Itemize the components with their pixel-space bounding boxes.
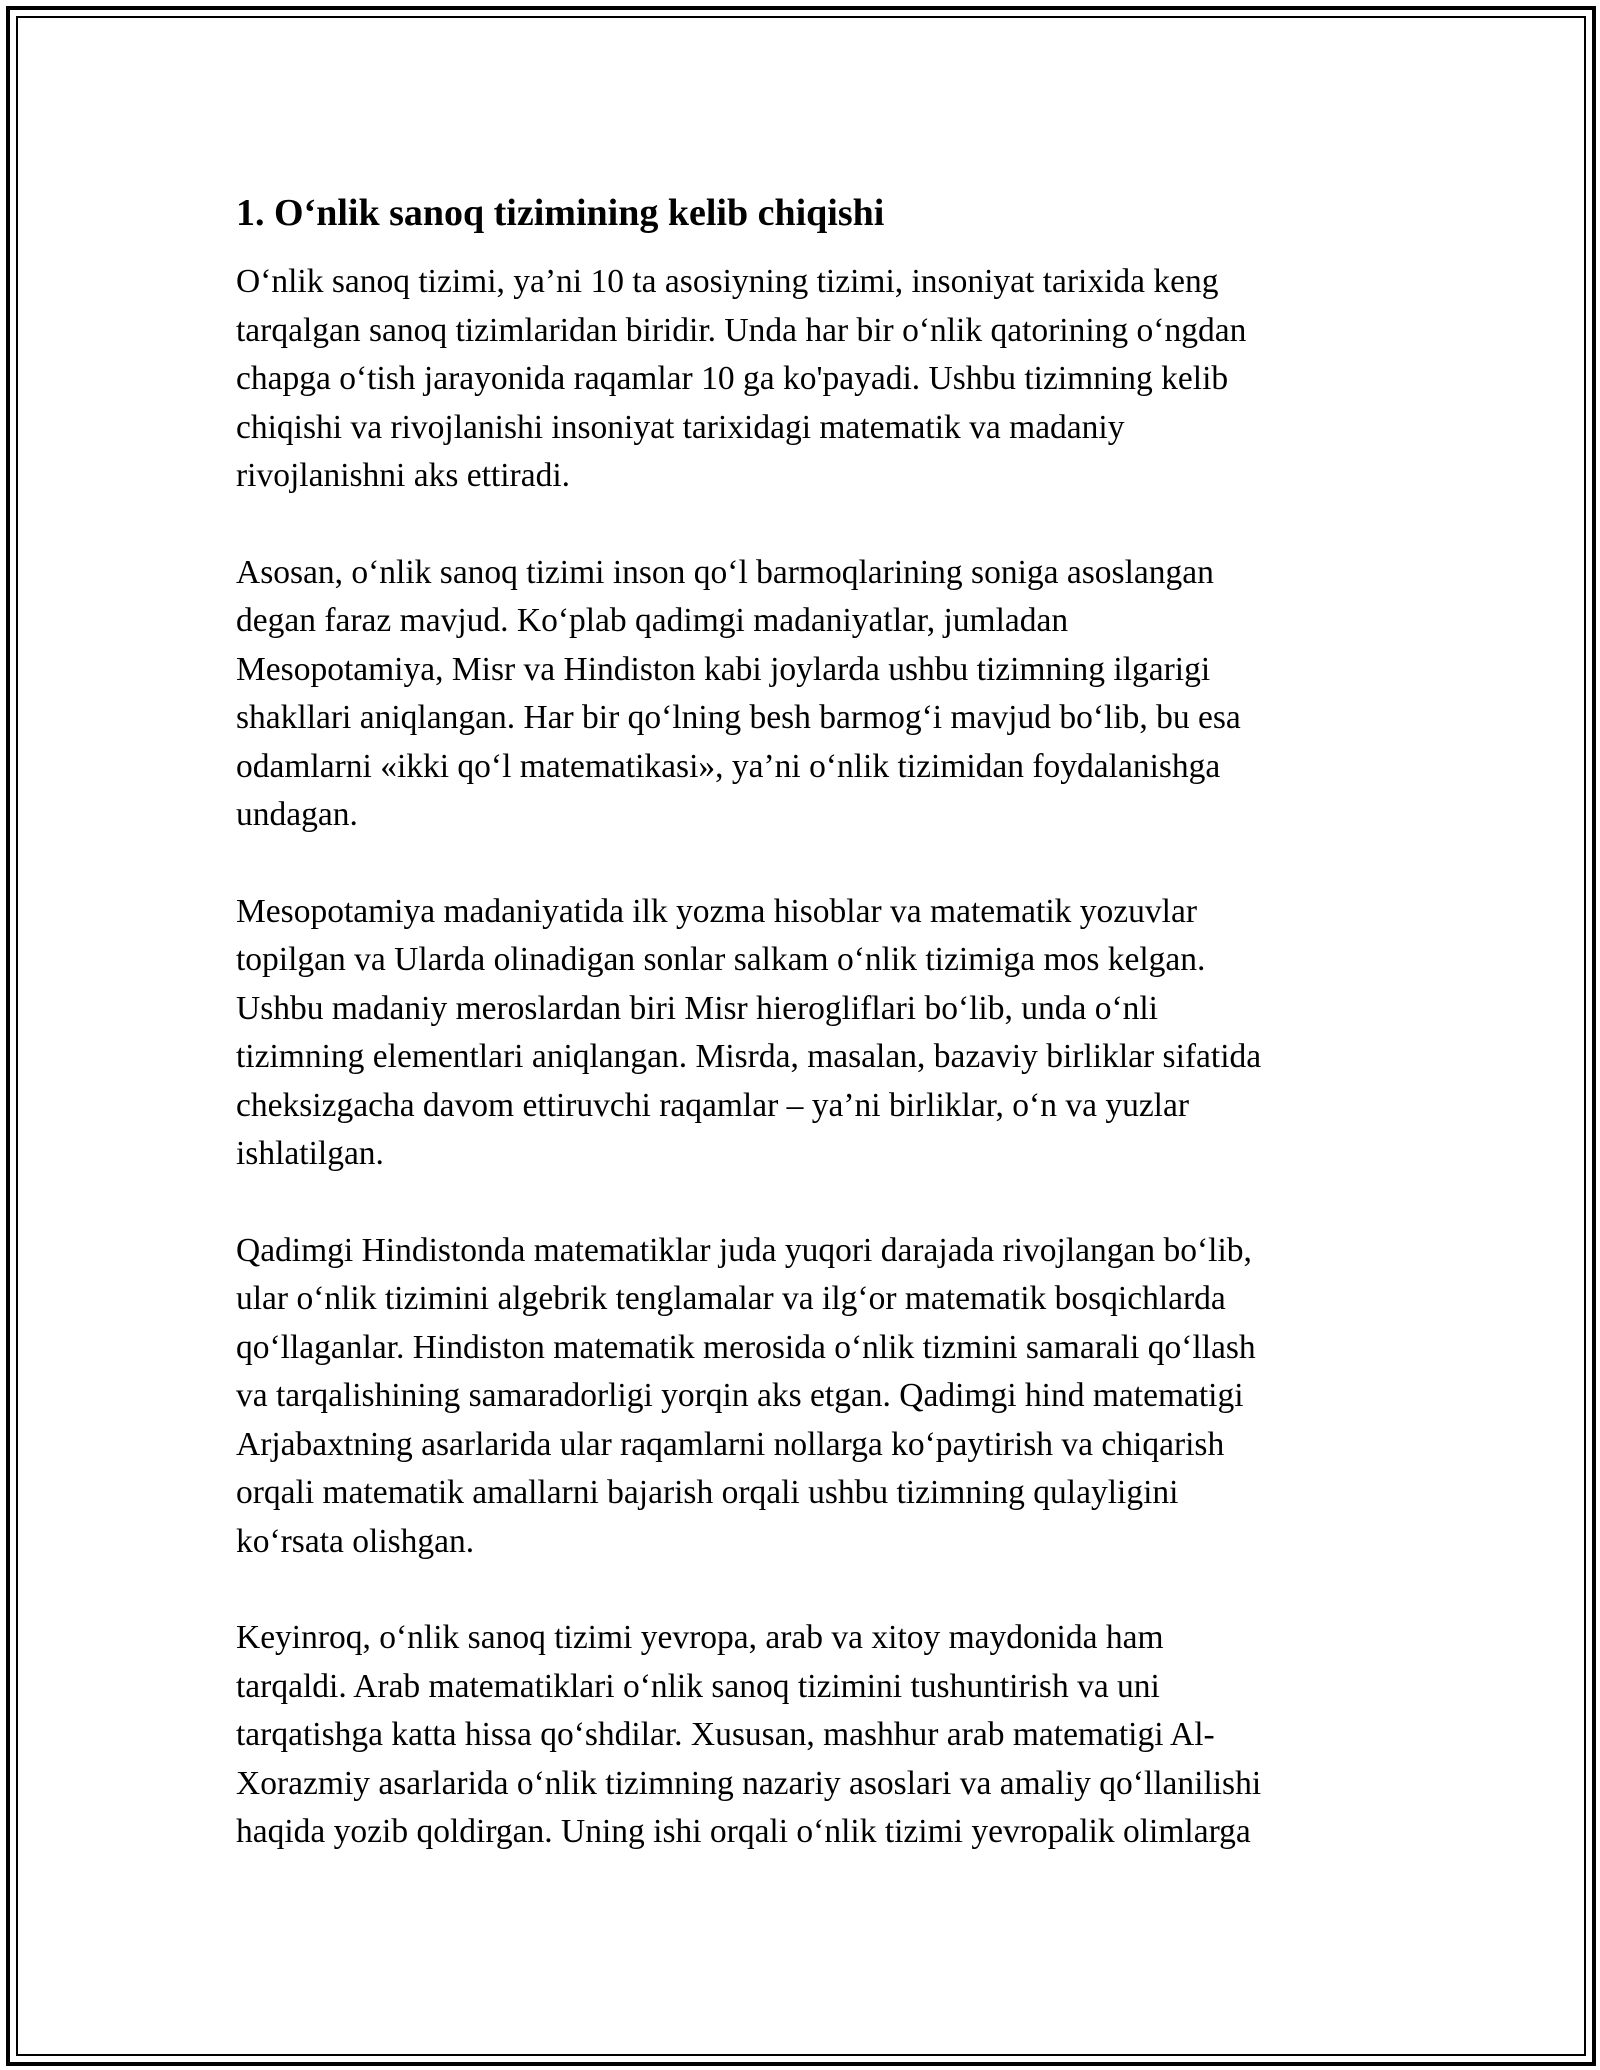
text-line: tarqalgan sanoq tizimlaridan biridir. Unda har bir o‘nlik qatorining o‘ngdan xyxy=(236,311,1247,349)
text-line: ko‘rsata olishgan. xyxy=(236,1522,475,1560)
text-line: Arjabaxtning asarlarida ular raqamlarni nollarga ko‘paytirish va chiqarish xyxy=(236,1425,1225,1463)
text-line: qo‘llaganlar. Hindiston matematik merosida o‘nlik tizmini samarali qo‘llash xyxy=(236,1328,1256,1366)
text-line: odamlarni «ikki qo‘l matematikasi», ya’ni o‘nlik tizimidan foydalanishga xyxy=(236,747,1221,785)
text-line: Mesopotamiya madaniyatida ilk yozma hisoblar va matematik yozuvlar xyxy=(236,892,1197,930)
text-line: degan faraz mavjud. Ko‘plab qadimgi madaniyatlar, jumladan xyxy=(236,602,1069,639)
text-line: ishlatilgan. xyxy=(236,1135,384,1172)
document-body xyxy=(236,188,1366,1905)
text-line: chiqishi va rivojlanishi insoniyat tarixidagi matematik va madaniy xyxy=(236,408,1125,446)
section-heading: 1. O‘nlik sanoq tizimining kelib chiqishi xyxy=(236,192,885,234)
text-line: orqali matematik amallarni bajarish orqali ushbu tizimning qulayligini xyxy=(236,1474,1179,1511)
text-line: Qadimgi Hindistonda matematiklar juda yuqori darajada rivojlangan bo‘lib, xyxy=(236,1231,1252,1269)
text-line: chapga o‘tish jarayonida raqamlar 10 ga ko'payadi. Ushbu tizimning kelib xyxy=(236,360,1229,397)
paragraph xyxy=(236,1227,1366,1567)
text-line: Mesopotamiya, Misr va Hindiston kabi joylarda ushbu tizimning ilgarigi xyxy=(236,650,1211,688)
text-line: topilgan va Ularda olinadigan sonlar salkam o‘nlik tizimiga mos kelgan. xyxy=(236,941,1206,978)
text-line: ular o‘nlik tizimini algebrik tenglamalar va ilg‘or matematik bosqichlarda xyxy=(236,1280,1226,1317)
text-line: Ushbu madaniy meroslardan biri Misr hierogliflari bo‘lib, unda o‘nli xyxy=(236,989,1158,1027)
text-line: cheksizgacha davom ettiruvchi raqamlar – ya’ni birliklar, o‘n va yuzlar xyxy=(236,1086,1190,1124)
paragraph xyxy=(236,258,1366,501)
text-line: tarqatishga katta hissa qo‘shdilar. Xususan, mashhur arab matematigi Al- xyxy=(236,1716,1215,1753)
text-line: Asosan, o‘nlik sanoq tizimi inson qo‘l barmoqlarining soniga asoslangan xyxy=(236,553,1214,591)
text-line: tizimning elementlari aniqlangan. Misrda, masalan, bazaviy birliklar sifatida xyxy=(236,1038,1262,1075)
text-line: va tarqalishining samaradorligi yorqin aks etgan. Qadimgi hind matematigi xyxy=(236,1377,1244,1414)
text-line: undagan. xyxy=(236,796,358,833)
text-line: haqida yozib qoldirgan. Uning ishi orqali o‘nlik tizimi yevropalik olimlarga xyxy=(236,1813,1251,1850)
text-line: rivojlanishni aks ettiradi. xyxy=(236,457,571,494)
paragraph-list xyxy=(236,258,1366,1857)
paragraph xyxy=(236,888,1366,1179)
text-line: tarqaldi. Arab matematiklari o‘nlik sanoq tizimini tushuntirish va uni xyxy=(236,1667,1160,1705)
text-line: Xorazmiy asarlarida o‘nlik tizimning nazariy asoslari va amaliy qo‘llanilishi xyxy=(236,1764,1262,1802)
text-line: shakllari aniqlangan. Har bir qo‘lning besh barmog‘i mavjud bo‘lib, bu esa xyxy=(236,699,1241,736)
text-line: O‘nlik sanoq tizimi, ya’ni 10 ta asosiyning tizimi, insoniyat tarixida keng xyxy=(236,263,1219,300)
text-line: Keyinroq, o‘nlik sanoq tizimi yevropa, arab va xitoy maydonida ham xyxy=(236,1619,1164,1656)
paragraph xyxy=(236,1614,1366,1857)
paragraph xyxy=(236,549,1366,840)
